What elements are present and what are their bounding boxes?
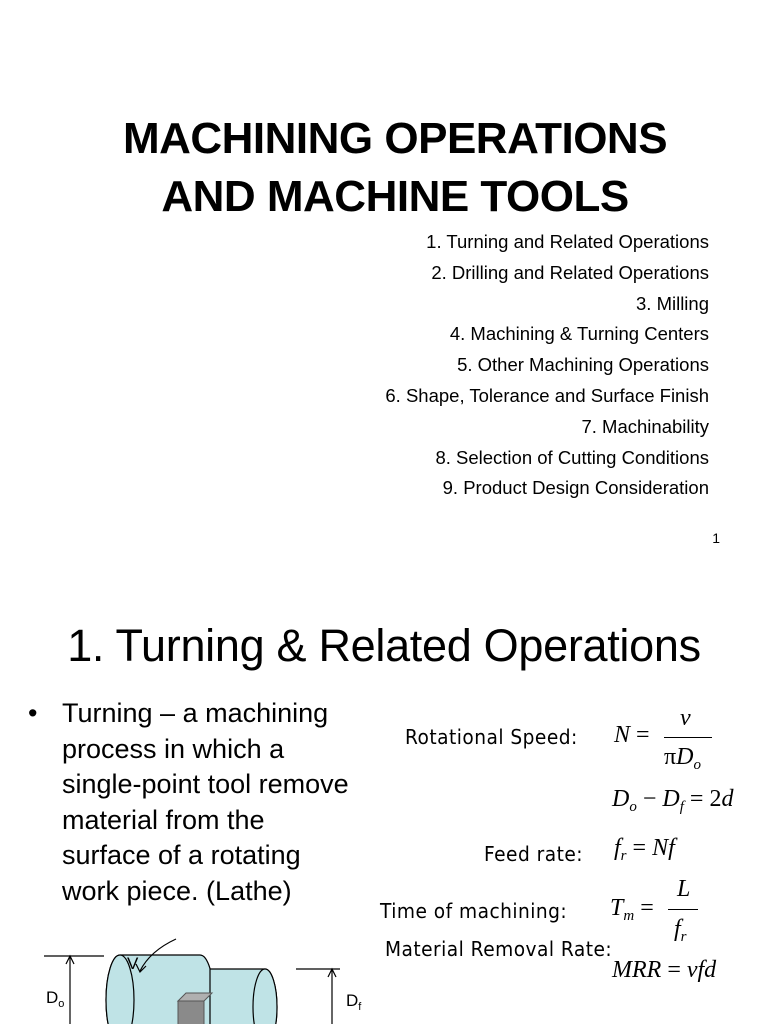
formula-time-num: L (677, 876, 691, 902)
formula-rot-lhs: N = (614, 722, 650, 748)
bullet-point (28, 696, 388, 909)
bullet-text: Turning – a machining process in which a single-point tool remove material from the surface of a rotating work piece. (Lathe) (62, 698, 349, 906)
do-label: $D_o$ (46, 988, 65, 1010)
toc-item: 7. Machinability (581, 415, 709, 437)
slide-2-title: 1. Turning & Related Operations (67, 620, 701, 671)
bullet-dot: • (28, 698, 38, 728)
feed-rate-label: Feed rate: (484, 842, 583, 866)
formula-mrr: MRR = vfd (612, 957, 717, 983)
cutting-tool (178, 1001, 204, 1024)
time-of-machining-label: Time of machining: (380, 899, 568, 923)
toc-item: 3. Milling (636, 292, 709, 314)
formula-time-lhs: $T_m$ = (610, 895, 654, 924)
toc-item: 8. Selection of Cutting Conditions (435, 446, 709, 468)
toc-item: 2. Drilling and Related Operations (431, 261, 709, 283)
formula-rot-den: $\pi D_o$ (664, 744, 701, 773)
toc-item: 6. Shape, Tolerance and Surface Finish (385, 384, 709, 406)
fraction-bar-time (668, 909, 698, 910)
title-line-1: MACHINING OPERATIONS (122, 114, 668, 163)
slide-2 (0, 576, 768, 1024)
formula-time-den: $f_r$ (674, 916, 687, 945)
fraction-bar-rotational (664, 737, 712, 738)
turning-diagram (0, 931, 400, 1024)
velocity-label: V (127, 954, 139, 973)
slide-1-title (0, 110, 768, 226)
page-number: 1 (712, 530, 720, 546)
toc-item: 4. Machining & Turning Centers (449, 323, 709, 345)
mrr-label: Material Removal Rate: (385, 937, 613, 961)
toc-item: 9. Product Design Consideration (442, 477, 709, 499)
title-line-2: AND MACHINE TOOLS (161, 172, 629, 221)
toc-item: 5. Other Machining Operations (457, 354, 709, 376)
df-label: $D_f$ (346, 991, 362, 1013)
formula-rot-num: v (680, 705, 691, 731)
toc-item: 1. Turning and Related Operations (426, 231, 709, 252)
rotational-speed-label: Rotational Speed: (405, 725, 578, 749)
table-of-contents (385, 229, 709, 506)
formula-diameter: $D_o - D_f = 2d$ (612, 786, 734, 815)
formula-feed: $f_r = Nf$ (614, 835, 675, 864)
